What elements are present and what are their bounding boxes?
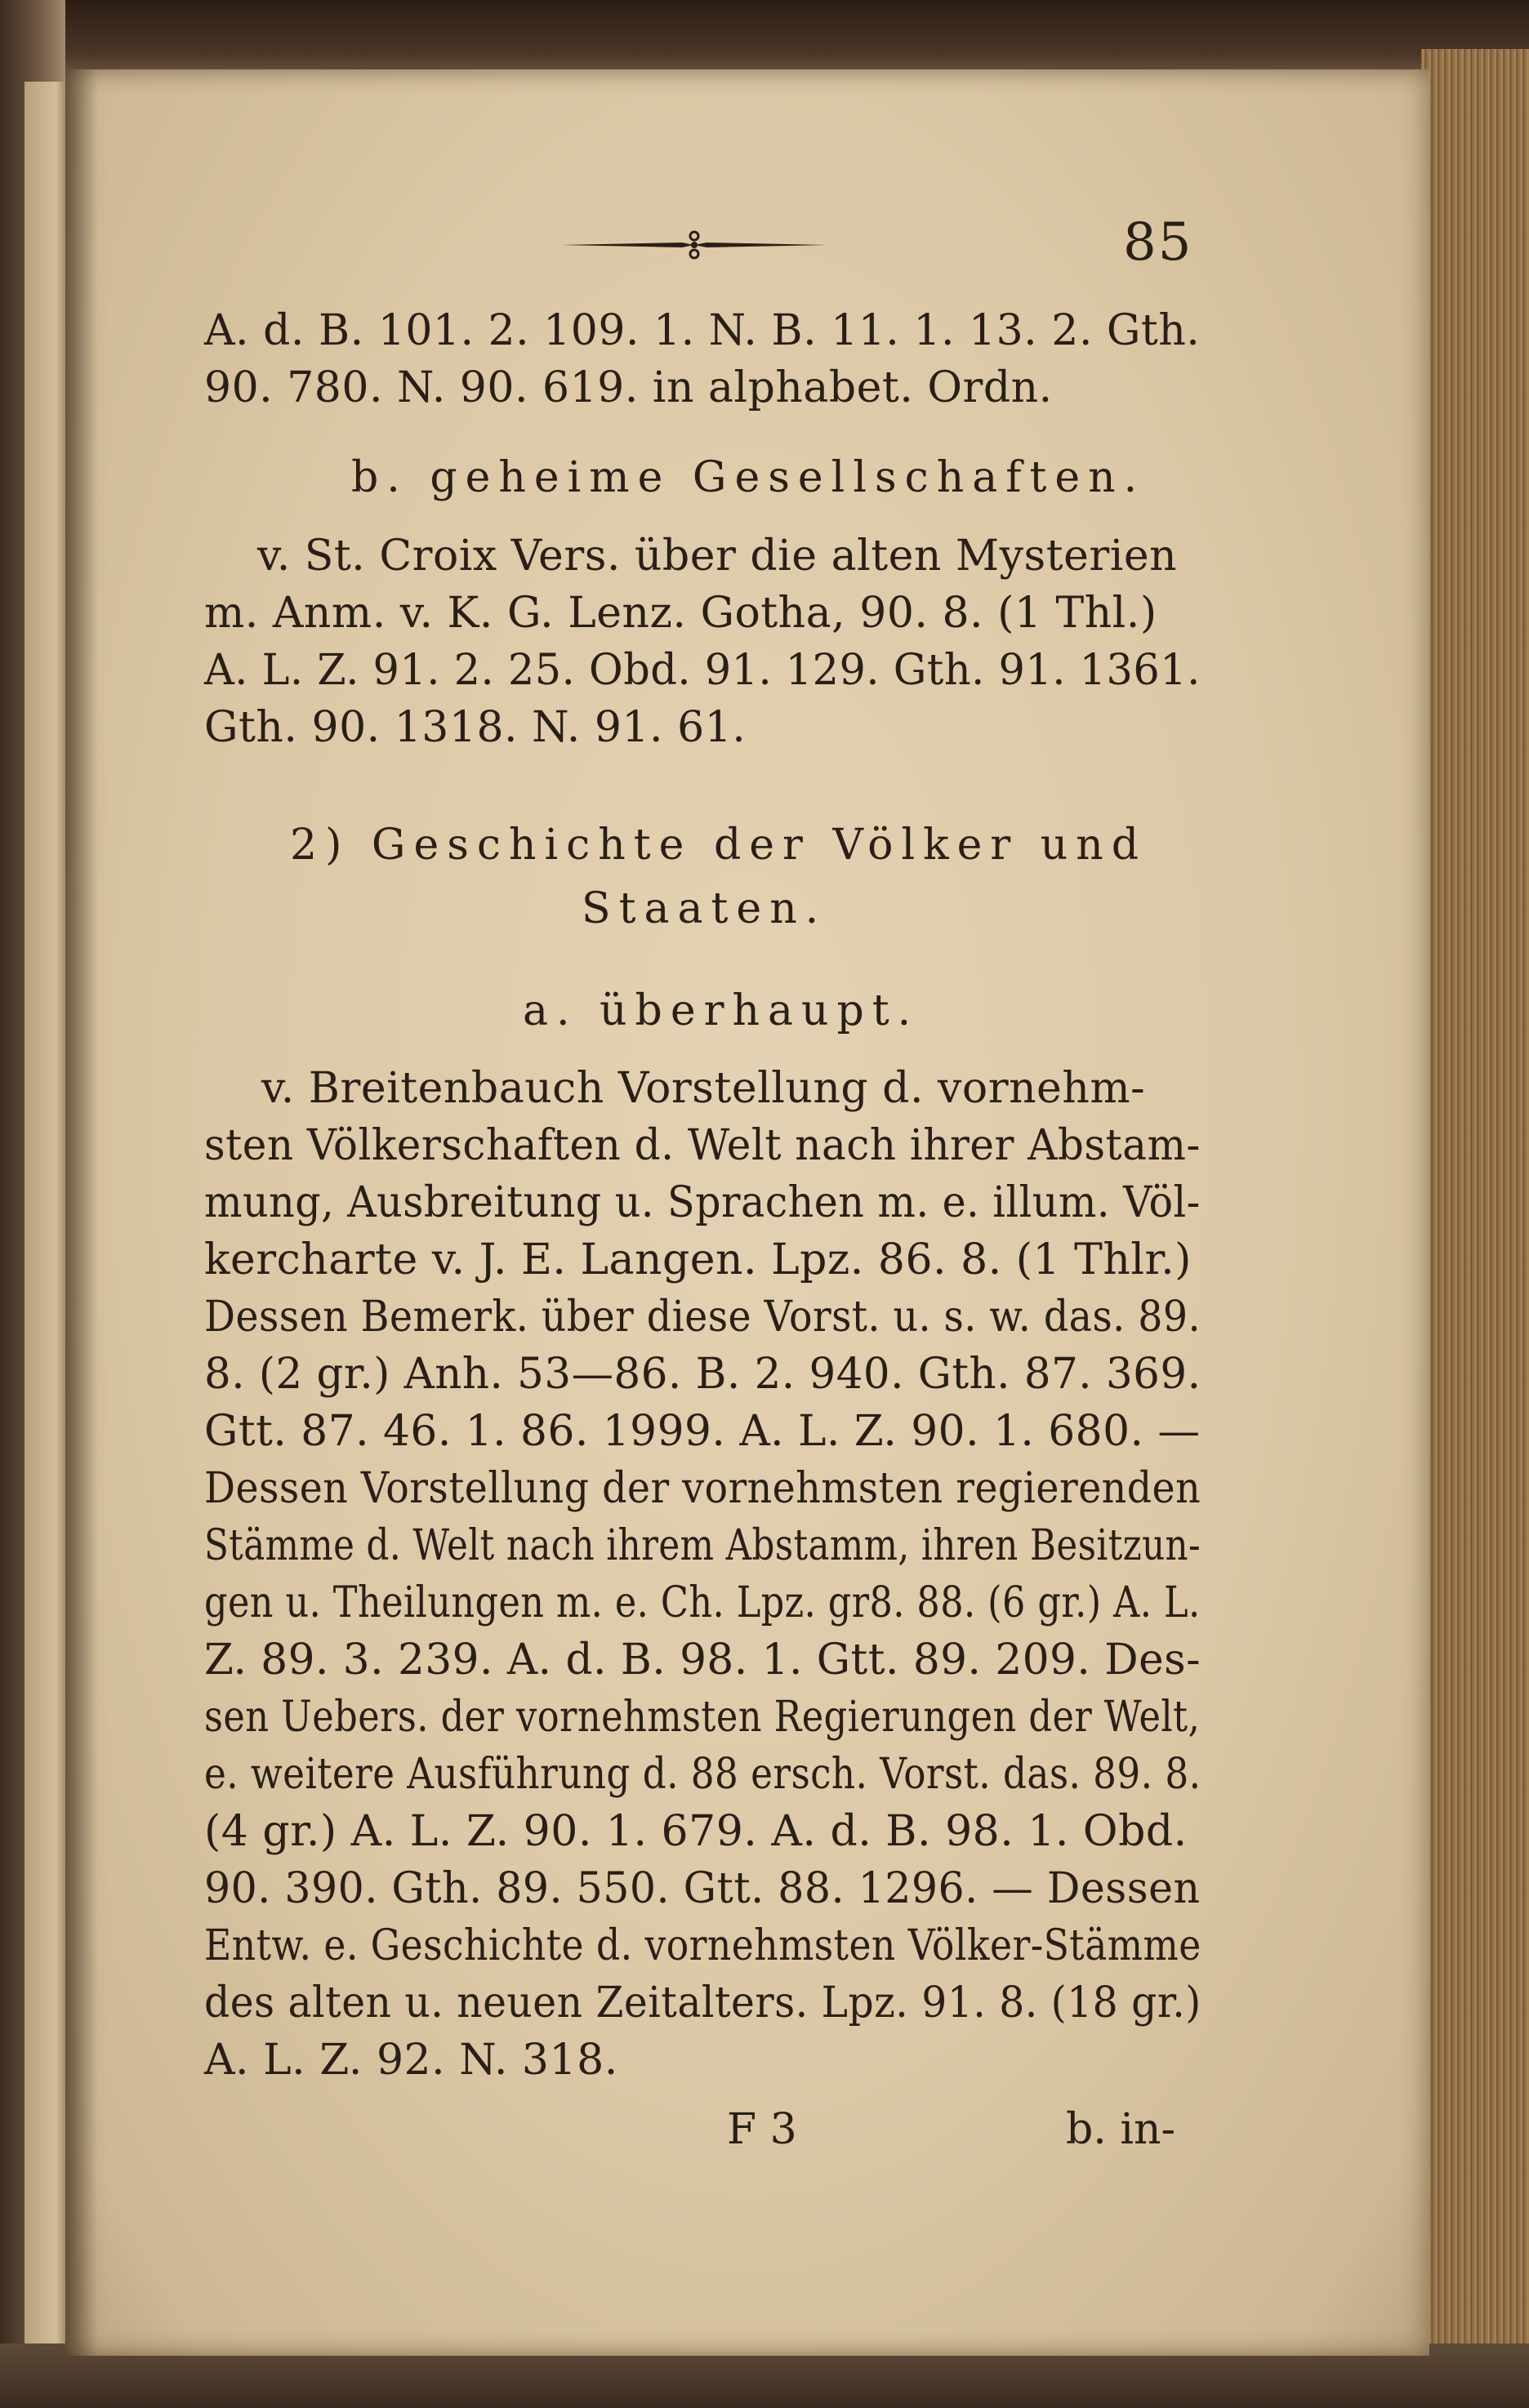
text-line: sen Uebers. der vornehmsten Regierungen der Welt, xyxy=(204,1693,1201,1742)
text-line: Stämme d. Welt nach ihrem Abstamm, ihren Besitzun- xyxy=(204,1521,1201,1570)
book-spine-top xyxy=(0,0,1529,78)
text-line: m. Anm. v. K. G. Lenz. Gotha, 90. 8. (1 Thl.) xyxy=(204,589,1157,638)
text-line: A. d. B. 101. 2. 109. 1. N. B. 11. 1. 13. 2. Gth. xyxy=(204,306,1201,355)
text-line: 8. (2 gr.) Anh. 53—86. B. 2. 940. Gth. 87. 369. xyxy=(204,1350,1201,1399)
gutter-shadow xyxy=(65,69,98,2356)
text-line: kercharte v. J. E. Langen. Lpz. 86. 8. (1 Thlr.) xyxy=(204,1235,1192,1284)
text-line: e. weitere Ausführung d. 88 ersch. Vorst. das. 89. 8. xyxy=(204,1750,1201,1799)
text-line: A. L. Z. 91. 2. 25. Obd. 91. 129. Gth. 91. 1361. xyxy=(204,646,1201,695)
text-line: Dessen Bemerk. über diese Vorst. u. s. w. das. 89. xyxy=(204,1293,1201,1342)
text-line: 90. 390. Gth. 89. 550. Gtt. 88. 1296. — Dessen xyxy=(204,1864,1201,1913)
text-line: v. Breitenbauch Vorstellung d. vornehm- xyxy=(261,1064,1146,1113)
text-line: Dessen Vorstellung der vornehmsten regierenden xyxy=(204,1464,1201,1513)
text-line: A. L. Z. 92. N. 318. xyxy=(204,2036,618,2085)
text-line: Gth. 90. 1318. N. 91. 61. xyxy=(204,703,747,752)
facing-page-edge xyxy=(25,82,69,2352)
subsection-heading: a. überhaupt. xyxy=(523,986,920,1035)
signature-mark: F 3 xyxy=(727,2105,797,2154)
text-line: sten Völkerschaften d. Welt nach ihrer Abstam- xyxy=(204,1121,1201,1170)
text-line: Entw. e. Geschichte d. vornehmsten Völker-Stämme xyxy=(204,1921,1201,1970)
text-line: v. St. Croix Vers. über die alten Mysterien xyxy=(257,532,1178,581)
section-heading: b. geheime Gesellschaften. xyxy=(351,453,1146,502)
chapter-heading: 2) Geschichte der Völker und xyxy=(290,821,1148,870)
text-line: 90. 780. N. 90. 619. in alphabet. Ordn. xyxy=(204,363,1053,412)
header-ornament xyxy=(559,225,829,265)
page-number: 85 xyxy=(1123,212,1193,273)
catchword: b. in- xyxy=(1066,2105,1176,2154)
text-line: (4 gr.) A. L. Z. 90. 1. 679. A. d. B. 98. 1. Obd. xyxy=(204,1807,1188,1856)
page-stack-edge xyxy=(1421,49,1529,2368)
text-line: des alten u. neuen Zeitalters. Lpz. 91. 8. (18 gr.) xyxy=(204,1978,1201,2027)
text-line: mung, Ausbreitung u. Sprachen m. e. illum. Völ- xyxy=(204,1178,1201,1227)
chapter-heading-cont: Staaten. xyxy=(582,884,827,933)
text-line: Gtt. 87. 46. 1. 86. 1999. A. L. Z. 90. 1. 680. — xyxy=(204,1407,1201,1456)
text-line: gen u. Theilungen m. e. Ch. Lpz. gr8. 88. (6 gr.) A. L. xyxy=(204,1578,1201,1627)
text-line: Z. 89. 3. 239. A. d. B. 98. 1. Gtt. 89. 209. Des- xyxy=(204,1636,1201,1685)
